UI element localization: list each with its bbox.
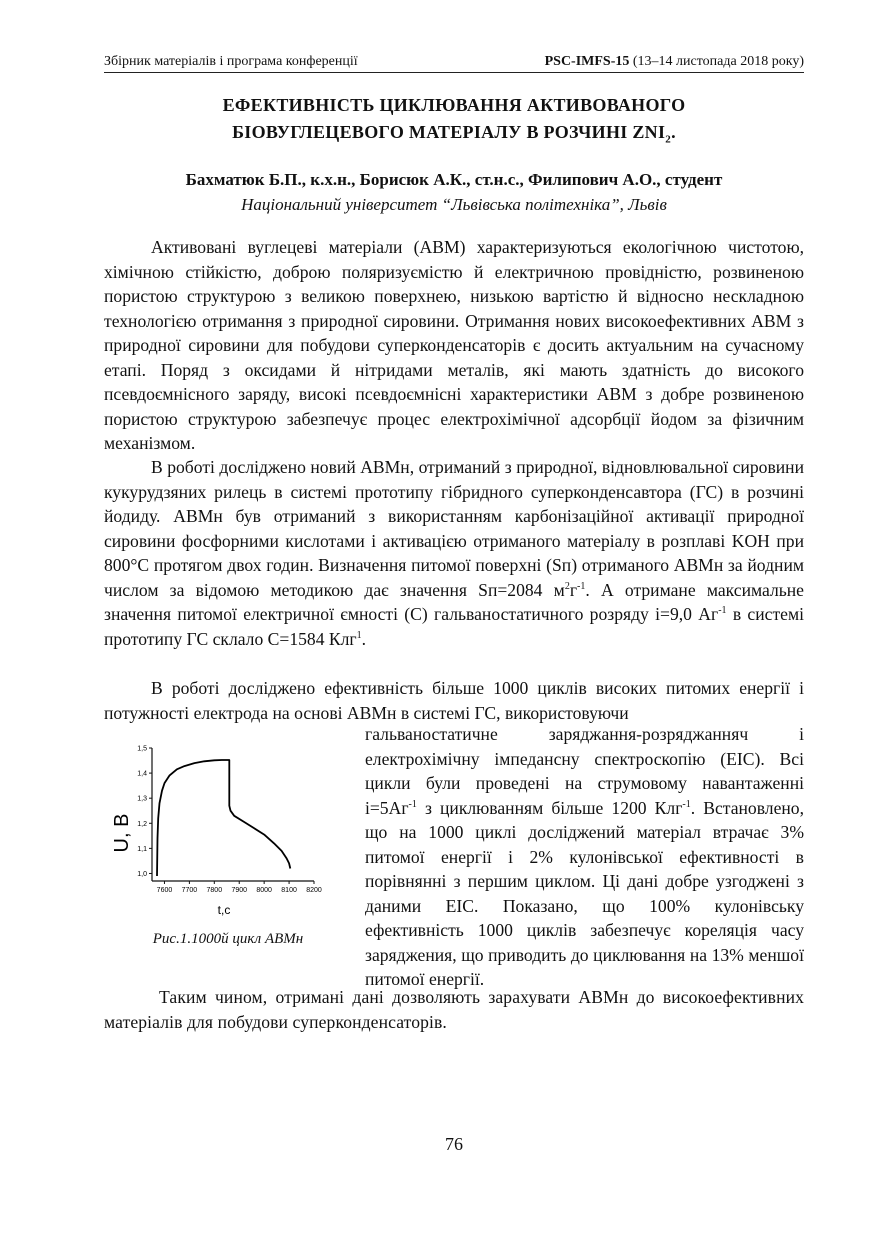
- p2-part-a: В роботі досліджено новий АВМн, отриманий з природної, відновлювальної сировини кукурудзяних рилець в системі прототипу гібридного суперконденсавтора (ГС) в розчині йодиду. АВМн був отриманий з використанням карбонізаційної активації природної сировини фосфорними кислотами і активацією отриманого матеріалу в розплаві KOH при 800°C протягом двох годин. Визначення питомої поверхні (Sп) отриманого АВМн за йодним числом за відомою методикою дає значення Sп=2084 м: [104, 457, 804, 600]
- y-tick-label: 1,3: [137, 795, 147, 803]
- p2-sup-1: 2: [564, 580, 570, 592]
- title-line-2-text: БІОВУГЛЕЦЕВОГО МАТЕРІАЛУ В РОЗЧИНІ ZNI: [232, 122, 666, 142]
- affiliation: Національний університет “Львівська політехніка”, Львів: [241, 195, 667, 214]
- x-tick-label: 7800: [206, 887, 223, 894]
- p2-sup-2: -1: [577, 580, 586, 592]
- title-subscript: 2: [665, 133, 672, 146]
- p3-sup-2: -1: [682, 798, 691, 810]
- paragraph-1: Активовані вуглецеві матеріали (АВМ) характеризуються екологічною чистотою, хімічною стійкістю, доброю поляризуємістю й електричною провідністю, розвиненою пористою структурою з великою поверхнею, низькою вартістю й відносно нескладною технологією отримання з природної сировини. Отримання нових високоефективних АВМ з природної сировини для побудови суперконденсаторів є досить актуальним на сучасному етапі. Поряд з оксидами й нітридами металів, які мають здатність до високого псевдоємнісного заряду, високі псевдоємнісні характеристики АВМ з добре розвиненою пористою структурою забезпечує процес електрохімічної адсорбції йодом за фізичним механізмом.: [104, 237, 804, 453]
- x-tick-label: 7700: [181, 887, 198, 894]
- x-tick-label: 8000: [256, 887, 272, 894]
- p3-part-b1: гальваностатичне заряджання-розряджанняч і електрохімічну імпедансну спектроскопію (ЕІС). Всі цикли були проведені на струмовому навантаженні і=5Аг: [365, 724, 804, 818]
- chart-series: [157, 760, 290, 876]
- paragraph-4: Таким чином, отримані дані дозволяють зарахувати АВМн до високоефективних матеріалів для побудови суперконденсаторів.: [104, 987, 804, 1032]
- y-axis-label: U, B: [111, 813, 133, 853]
- x-tick-label: 8100: [281, 887, 297, 894]
- running-header: [104, 50, 804, 73]
- y-tick-label: 1,5: [137, 745, 147, 753]
- paper-title: [104, 92, 804, 146]
- series-line: [157, 760, 290, 876]
- y-tick-label: 1,1: [137, 845, 147, 853]
- x-tick-label: 7900: [231, 887, 248, 894]
- header-dates: (13–14 листопада 2018 року): [632, 54, 804, 69]
- paragraph-3-wrap: [365, 722, 804, 992]
- paragraph-2: [104, 455, 804, 651]
- p2-part-b: г: [569, 579, 578, 600]
- title-line-1: ЕФЕКТИВНІСТЬ ЦИКЛЮВАННЯ АКТИВОВАНОГО: [222, 95, 686, 115]
- p3-part-b2: з циклюванням більше 1200 Клг: [416, 797, 683, 818]
- y-tick-label: 1,4: [137, 770, 147, 778]
- x-tick-label: 8200: [306, 887, 322, 894]
- p3-part-b3: . Встановлено, що на 1000 циклі досліджений матеріал втрачає 3% питомої енергії і 2% кулонівської ефективності в порівнянні з першим циклом. Ці дані добре узгоджені з даними ЕІС. Показано, що 100% кулонівську ефективність 1000 циклів забезпечує кореляція часу заряджения, що приводить до циклювання на 13% меншої питомої енергії.: [365, 797, 804, 989]
- p2-sup-4: 1: [356, 629, 362, 641]
- p2-sup-3: -1: [718, 605, 727, 617]
- y-tick-label: 1,2: [137, 820, 147, 828]
- p2-part-e: .: [361, 628, 367, 649]
- paragraph-3-intro: В роботі досліджено ефективність більше 1000 циклів високих питомих енергії і потужності електрода на основі АВМн в системі ГС, використовуючи: [104, 678, 804, 723]
- title-line-2-end: .: [671, 122, 676, 142]
- header-right: [545, 54, 804, 70]
- cycle-chart: [104, 738, 354, 918]
- y-tick-label: 1,0: [137, 870, 147, 878]
- x-axis-label: t,c: [217, 903, 231, 917]
- p3-sup-1: -1: [408, 798, 417, 810]
- x-tick-label: 7600: [156, 887, 173, 894]
- authors: Бахматюк Б.П., к.х.н., Борисюк А.К., ст.н.с., Филипович А.О., студент: [185, 170, 723, 189]
- page-number: 76: [445, 1134, 463, 1154]
- header-left: Збірник матеріалів і програма конференції: [104, 54, 358, 69]
- title-line-2: [104, 119, 804, 146]
- header-conference-code: PSC-IMFS-15: [544, 54, 630, 69]
- figure-caption: Рис.1.1000й цикл АВМн: [152, 931, 304, 947]
- p2-part-d: в системі прототипу ГС склало С=1584 Клг: [104, 604, 804, 649]
- p2-part-c: . А отримане максимальне значення питомої електричної ємності (С) гальваностатичного розряду і=9,0 Аг: [104, 579, 804, 624]
